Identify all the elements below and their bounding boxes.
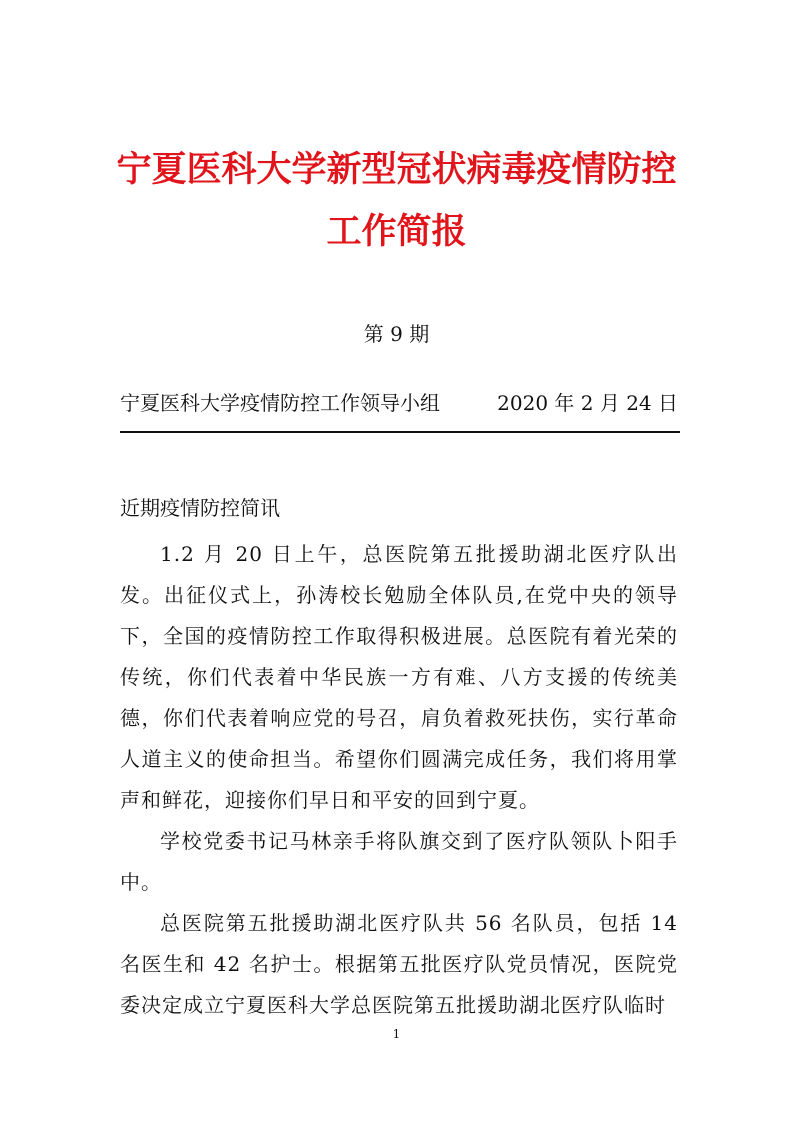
issue-number: 第 9 期 [363,322,430,346]
paragraph: 学校党委书记马林亲手将队旗交到了医疗队领队卜阳手中。 [120,829,678,894]
paragraph: 1.2 月 20 日上午，总医院第五批援助湖北医疗队出发。出征仪式上，孙涛校长勉励全体队员,在党中央的领导下，全国的疫情防控工作取得积极进展。总医院有着光荣的传统，你们代表着中华民族一方有难、八方支援的传统美德，你们代表着响应党的号召，肩负着救死扶伤，实行革命人道主义的使命担当。希望你们圆满完成任务，我们将用掌声和鲜花，迎接你们早日和平安的回到宁夏。 [120,542,678,812]
issuing-organization: 宁夏医科大学疫情防控工作领导小组 [120,391,440,415]
issue-date: 2020 年 2 月 24 日 [497,391,678,415]
body-text [120,534,678,1026]
page-number: 1 [392,1027,401,1041]
section-heading: 近期疫情防控简讯 [120,496,280,520]
paragraph: 总医院第五批援助湖北医疗队共 56 名队员，包括 14 名医生和 42 名护士。根据第五批医疗队党员情况，医院党委决定成立宁夏医科大学总医院第五批援助湖北医疗队临时 [120,911,678,1017]
header-divider [120,431,680,433]
document-title-line-2: 工作简报 [326,211,467,252]
document-title-line-1: 宁夏医科大学新型冠状病毒疫情防控 [116,149,677,190]
